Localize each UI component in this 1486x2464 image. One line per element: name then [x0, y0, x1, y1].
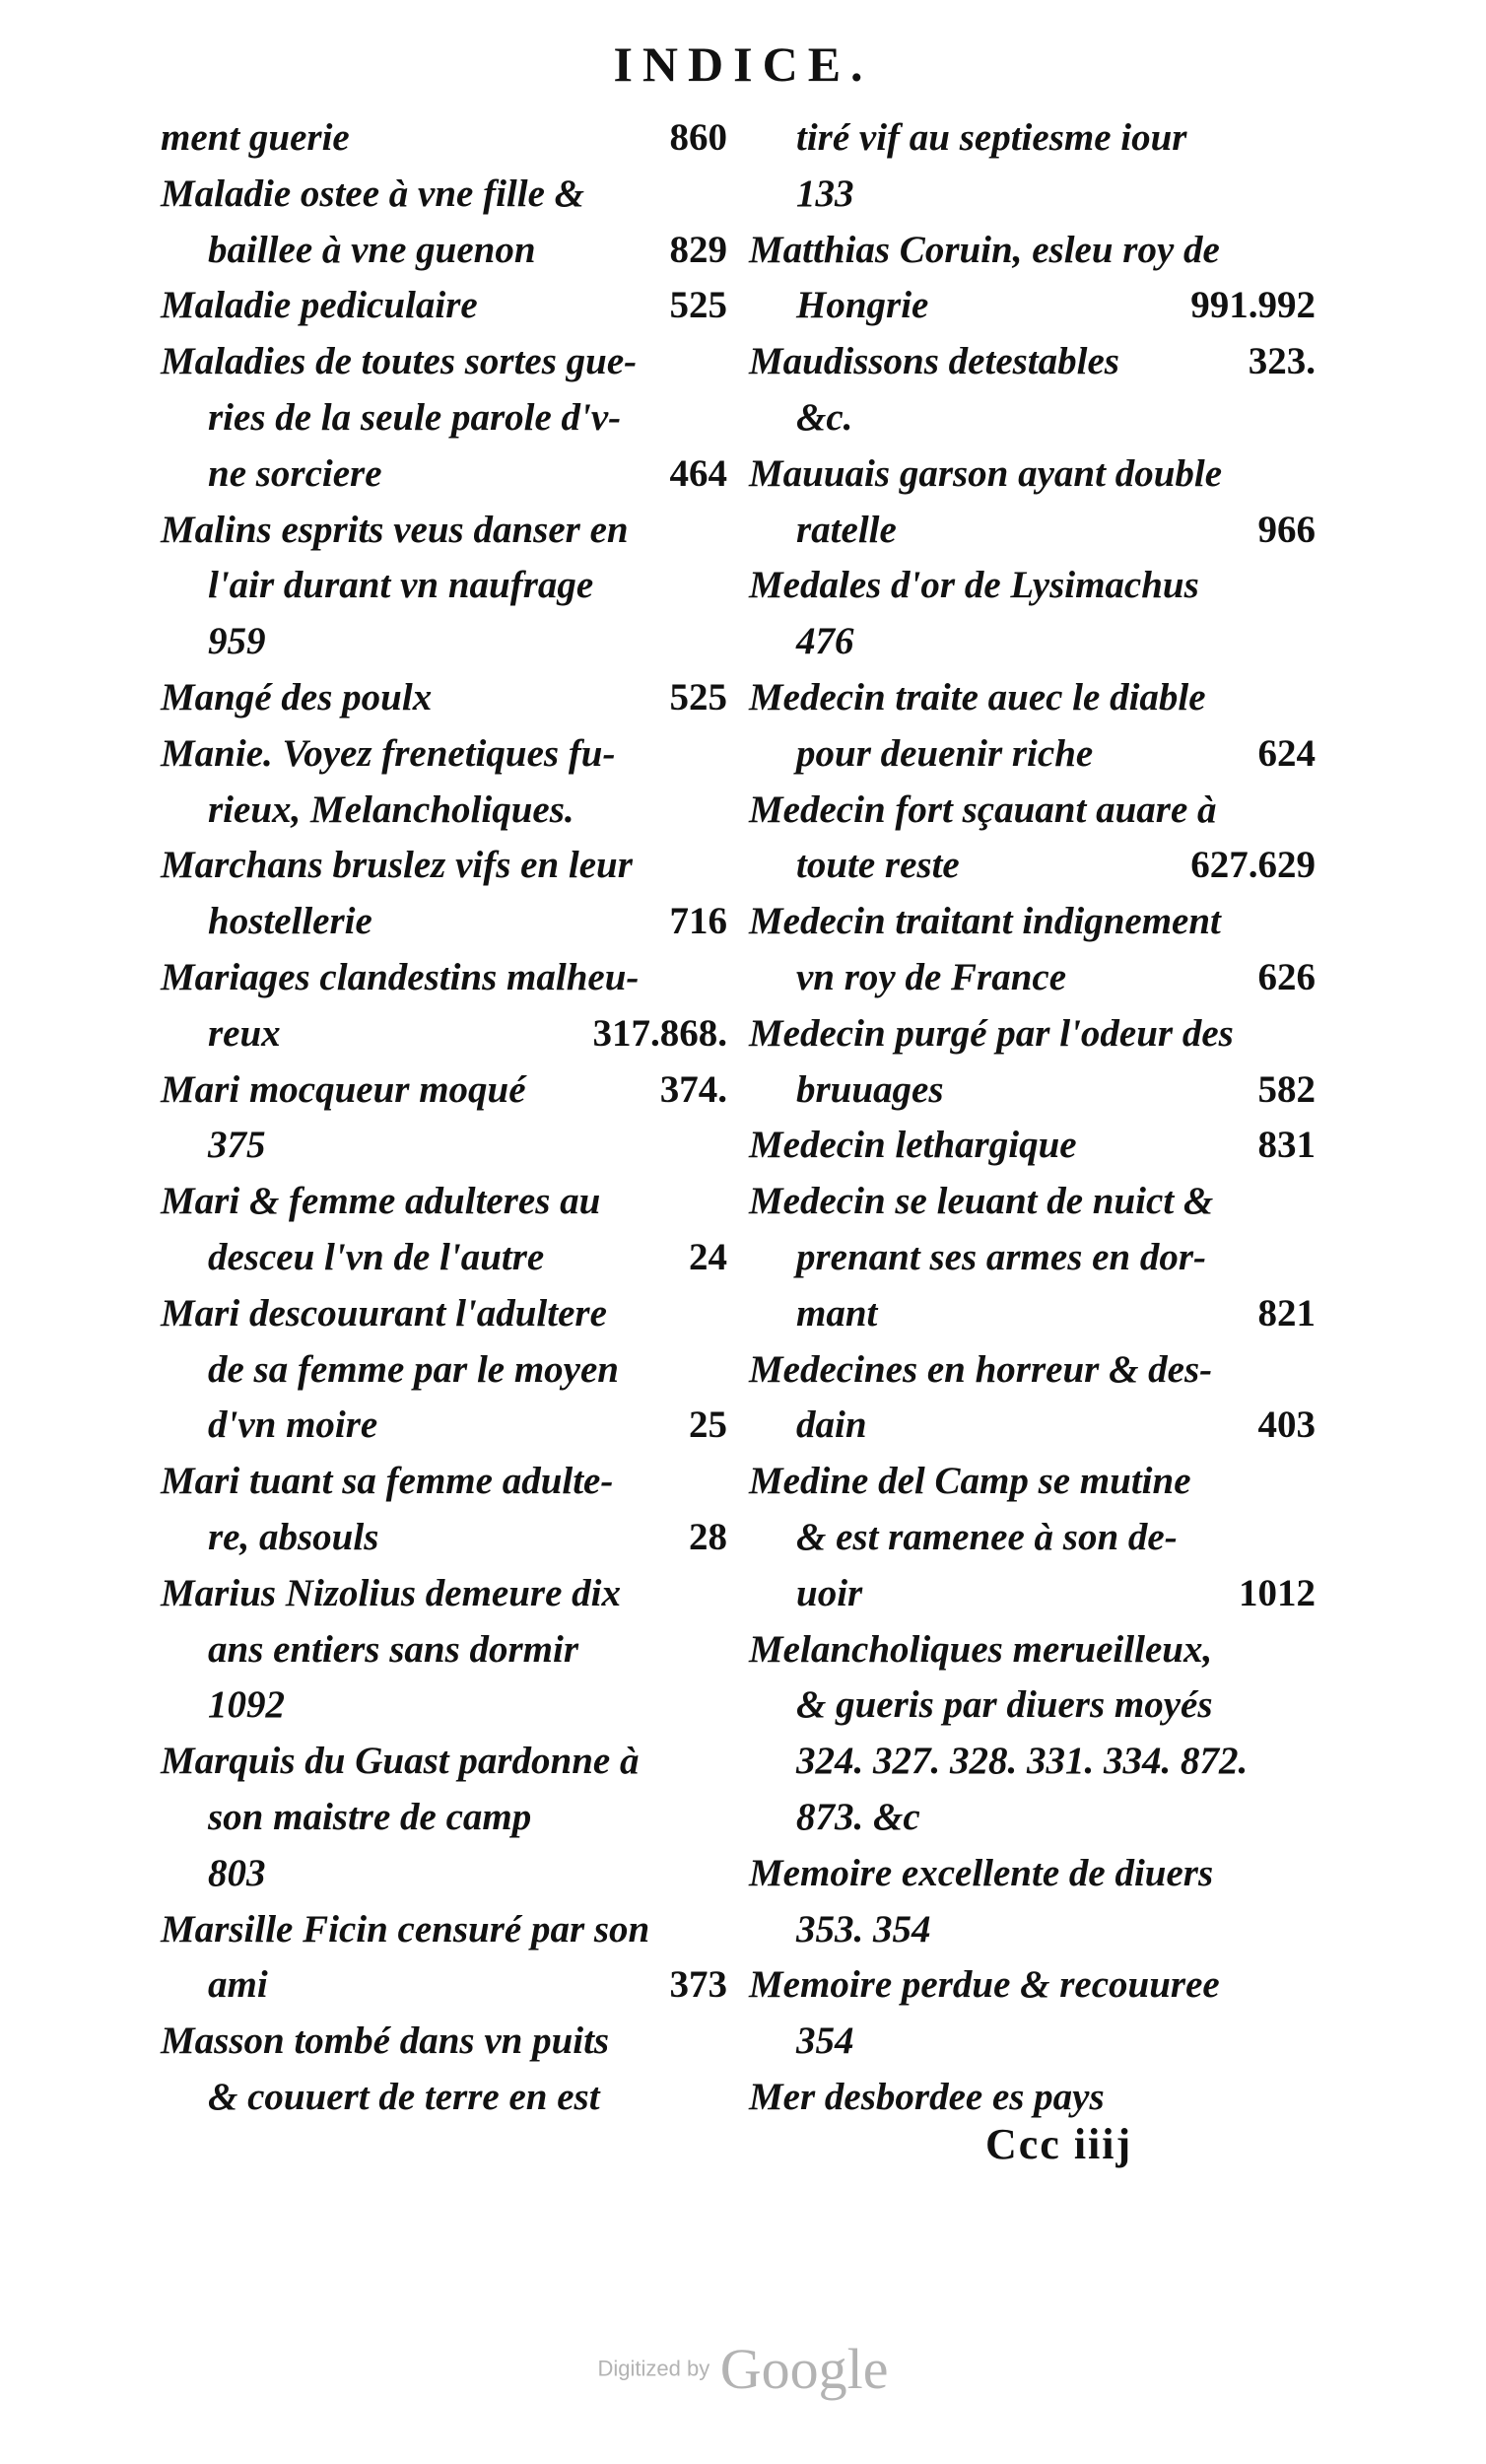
index-entry-line	[161, 1902, 727, 1958]
entry-text: Mari & femme adulteres au	[161, 1180, 601, 1223]
entry-text: l'air durant vn naufrage	[208, 564, 594, 607]
entry-text: mant	[796, 1291, 878, 1335]
index-entry-line	[161, 1957, 727, 2014]
entry-page-number: 624	[1257, 731, 1316, 775]
index-entry-line	[161, 1677, 727, 1734]
index-entry-line	[749, 1118, 1316, 1174]
index-entry-line	[161, 1454, 727, 1510]
entry-page-number: 25	[689, 1403, 727, 1447]
digitized-watermark	[0, 2336, 1486, 2402]
index-entry-line	[161, 670, 727, 726]
entry-text: Malins esprits veus danser en	[161, 508, 629, 551]
entry-text: Marsille Ficin censuré par son	[161, 1907, 650, 1951]
entry-page-number: 626	[1257, 955, 1316, 998]
entry-text: Medecines en horreur & des-	[749, 1347, 1213, 1391]
index-entry-line	[161, 334, 727, 390]
entry-page-number: 403	[1257, 1403, 1316, 1447]
entry-text: Mari mocqueur moqué	[161, 1067, 526, 1111]
index-entry-line	[161, 1342, 727, 1399]
index-entry-line	[161, 223, 727, 279]
entry-text: 324. 327. 328. 331. 334. 872.	[796, 1740, 1249, 1783]
entry-text: Medecin traite auec le diable	[749, 675, 1206, 719]
entry-text: Mariages clandestins malheu-	[161, 955, 640, 998]
index-entry-line	[161, 278, 727, 334]
entry-text: Memoire excellente de diuers	[749, 1851, 1214, 1894]
page-header: INDICE.	[613, 36, 873, 92]
index-entry-line	[749, 167, 1316, 223]
entry-text: ami	[208, 1963, 268, 2007]
entry-text: uoir	[796, 1571, 863, 1614]
index-entry-line	[749, 1790, 1316, 1846]
index-entry-line	[749, 1902, 1316, 1958]
entry-text: Mer desbordee es pays	[749, 2075, 1105, 2118]
index-entry-line	[161, 1286, 727, 1342]
entry-text: Maladies de toutes sortes gue-	[161, 340, 638, 383]
index-entry-line	[749, 1677, 1316, 1734]
index-entry-line	[161, 1174, 727, 1230]
entry-text: dain	[796, 1403, 867, 1447]
entry-page-number: 464	[669, 451, 727, 495]
index-entry-line	[161, 614, 727, 670]
index-entry-line	[161, 1846, 727, 1902]
entry-text: 354	[796, 2019, 854, 2063]
index-entry-line	[749, 2014, 1316, 2070]
index-entry-line	[161, 783, 727, 839]
entry-page-number: 374.	[659, 1067, 727, 1111]
entry-text: baillee à vne guenon	[208, 228, 536, 271]
index-entry-line	[161, 110, 727, 167]
entry-page-number: 966	[1257, 508, 1316, 551]
entry-text: rieux, Melancholiques.	[208, 787, 574, 831]
entry-text: Medecin lethargique	[749, 1124, 1077, 1167]
index-entry-line	[161, 1510, 727, 1566]
entry-text: son maistre de camp	[208, 1795, 532, 1838]
index-entry-line	[749, 390, 1316, 446]
entry-text: Memoire perdue & recouuree	[749, 1963, 1220, 2007]
entry-page-number: 1012	[1239, 1571, 1316, 1614]
entry-text: 133	[796, 171, 854, 215]
entry-text: tiré vif au septiesme iour	[796, 116, 1187, 159]
entry-page-number: 716	[669, 900, 727, 943]
entry-page-number: 525	[669, 675, 727, 719]
index-entry-line	[749, 1566, 1316, 1622]
entry-text: Mari tuant sa femme adulte-	[161, 1460, 614, 1503]
index-entry-line	[749, 894, 1316, 950]
index-entry-line	[161, 446, 727, 503]
index-entry-line	[749, 1006, 1316, 1062]
entry-text: Medales d'or de Lysimachus	[749, 564, 1199, 607]
entry-text: 353. 354	[796, 1907, 931, 1951]
entry-text: bruuages	[796, 1067, 944, 1111]
entry-text: pour deuenir riche	[796, 731, 1094, 775]
index-entry-line	[161, 558, 727, 614]
entry-text: Marquis du Guast pardonne à	[161, 1740, 640, 1783]
entry-text: 476	[796, 620, 854, 663]
index-entry-line	[749, 110, 1316, 167]
entry-page-number: 373	[669, 1963, 727, 2007]
index-entry-line	[749, 1398, 1316, 1454]
index-entry-line	[749, 334, 1316, 390]
entry-text: Melancholiques merueilleux,	[749, 1627, 1213, 1671]
entry-text: Marchans bruslez vifs en leur	[161, 844, 633, 887]
index-entry-line	[161, 1622, 727, 1678]
entry-text: Maladie ostee à vne fille &	[161, 171, 584, 215]
entry-text: &c.	[796, 395, 853, 439]
index-entry-line	[161, 1118, 727, 1174]
entry-text: Marius Nizolius demeure dix	[161, 1571, 621, 1614]
index-entry-line	[161, 2014, 727, 2070]
entry-text: ratelle	[796, 508, 897, 551]
index-entry-line	[749, 950, 1316, 1006]
index-entry-line	[749, 223, 1316, 279]
entry-page-number: 323.	[1248, 340, 1316, 383]
entry-text: & gueris par diuers moyés	[796, 1683, 1213, 1727]
entry-text: 873. &c	[796, 1795, 920, 1838]
index-entry-line	[749, 838, 1316, 894]
index-entry-line	[749, 1062, 1316, 1119]
entry-text: 803	[208, 1851, 266, 1894]
entry-page-number: 831	[1257, 1124, 1316, 1167]
entry-text: ries de la seule parole d'v-	[208, 395, 622, 439]
entry-page-number: 991.992	[1190, 284, 1316, 327]
entry-text: reux	[208, 1011, 281, 1055]
index-column-right	[749, 110, 1316, 2126]
entry-page-number: 627.629	[1190, 844, 1316, 887]
digitized-by-text: Digitized by	[597, 2356, 710, 2381]
index-entry-line	[749, 1510, 1316, 1566]
index-entry-line	[749, 1342, 1316, 1399]
entry-text: d'vn moire	[208, 1403, 378, 1447]
index-entry-line	[161, 167, 727, 223]
index-entry-line	[749, 1622, 1316, 1678]
entry-text: Medecin fort sçauant auare à	[749, 787, 1217, 831]
index-entry-line	[161, 838, 727, 894]
index-entry-line	[749, 1846, 1316, 1902]
index-entry-line	[161, 1006, 727, 1062]
entry-text: 375	[208, 1124, 266, 1167]
entry-text: hostellerie	[208, 900, 372, 943]
signature-mark: Ccc iiij	[985, 2120, 1133, 2168]
index-entry-line	[161, 1062, 727, 1119]
entry-text: Maladie pediculaire	[161, 284, 478, 327]
index-entry-line	[161, 1230, 727, 1286]
entry-text: vn roy de France	[796, 955, 1067, 998]
entry-text: Mari descouurant l'adultere	[161, 1291, 607, 1335]
entry-text: re, absouls	[208, 1515, 379, 1558]
index-entry-line	[161, 1398, 727, 1454]
entry-text: Matthias Coruin, esleu roy de	[749, 228, 1220, 271]
entry-text: Medecin traitant indignement	[749, 900, 1221, 943]
entry-text: 959	[208, 620, 266, 663]
entry-text: Masson tombé dans vn puits	[161, 2019, 610, 2063]
entry-page-number: 317.868.	[592, 1011, 727, 1055]
entry-text: ment guerie	[161, 116, 350, 159]
entry-text: Hongrie	[796, 284, 929, 327]
entry-page-number: 24	[689, 1235, 727, 1278]
entry-text: ne sorciere	[208, 451, 382, 495]
index-entry-line	[749, 1454, 1316, 1510]
entry-text: toute reste	[796, 844, 960, 887]
entry-page-number: 821	[1257, 1291, 1316, 1335]
index-entry-line	[161, 950, 727, 1006]
entry-text: & est ramenee à son de-	[796, 1515, 1178, 1558]
index-column-left	[161, 110, 727, 2126]
entry-text: Manie. Voyez frenetiques fu-	[161, 731, 616, 775]
entry-text: Medine del Camp se mutine	[749, 1460, 1191, 1503]
index-entry-line	[749, 558, 1316, 614]
index-entry-line	[749, 446, 1316, 503]
entry-text: desceu l'vn de l'autre	[208, 1235, 545, 1278]
index-entry-line	[161, 1566, 727, 1622]
entry-text: Mangé des poulx	[161, 675, 433, 719]
entry-page-number: 829	[669, 228, 727, 271]
entry-text: Medecin purgé par l'odeur des	[749, 1011, 1234, 1055]
index-entry-line	[161, 1790, 727, 1846]
index-entry-line	[749, 670, 1316, 726]
index-entry-line	[749, 614, 1316, 670]
index-entry-line	[749, 1286, 1316, 1342]
entry-page-number: 860	[669, 116, 727, 159]
index-entry-line	[749, 1230, 1316, 1286]
index-entry-line	[161, 726, 727, 783]
index-entry-line	[749, 278, 1316, 334]
index-entry-line	[749, 1957, 1316, 2014]
entry-text: de sa femme par le moyen	[208, 1347, 619, 1391]
entry-text: Maudissons detestables	[749, 340, 1119, 383]
google-logo-text: Google	[719, 2337, 889, 2401]
entry-text: Medecin se leuant de nuict &	[749, 1180, 1214, 1223]
index-entry-line	[749, 503, 1316, 559]
entry-text: 1092	[208, 1683, 285, 1727]
index-entry-line	[749, 2070, 1316, 2126]
index-entry-line	[749, 726, 1316, 783]
entry-page-number: 582	[1257, 1067, 1316, 1111]
index-entry-line	[749, 783, 1316, 839]
index-entry-line	[161, 1734, 727, 1790]
index-entry-line	[749, 1734, 1316, 1790]
entry-text: & couuert de terre en est	[208, 2075, 600, 2118]
entry-text: prenant ses armes en dor-	[796, 1235, 1207, 1278]
entry-text: ans entiers sans dormir	[208, 1627, 579, 1671]
index-entry-line	[161, 2070, 727, 2126]
index-entry-line	[161, 503, 727, 559]
entry-page-number: 28	[689, 1515, 727, 1558]
index-entry-line	[749, 1174, 1316, 1230]
index-entry-line	[161, 390, 727, 446]
index-entry-line	[161, 894, 727, 950]
entry-text: Mauuais garson ayant double	[749, 451, 1223, 495]
entry-page-number: 525	[669, 284, 727, 327]
